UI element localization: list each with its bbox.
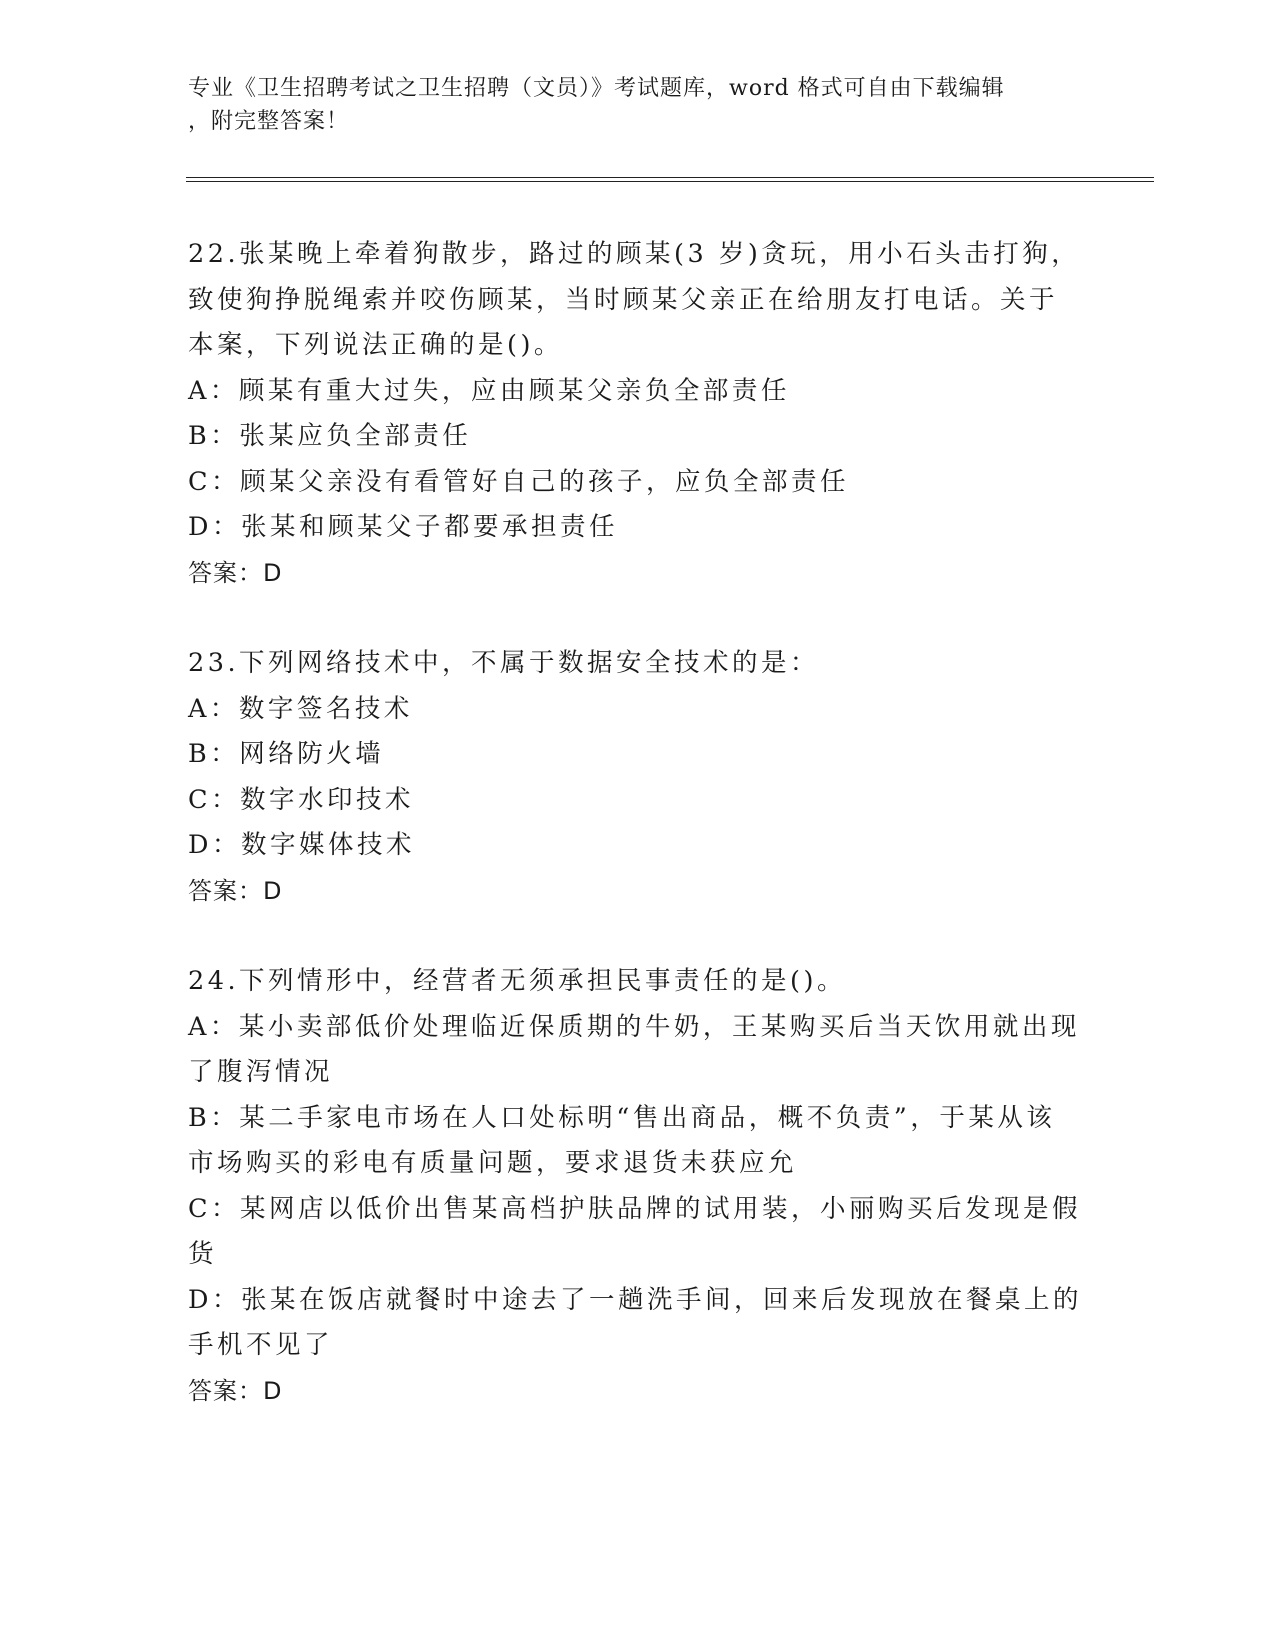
answer-option-line: C：数字水印技术	[188, 784, 415, 815]
answer-option-line: B：张某应负全部责任	[188, 421, 472, 451]
header-line-1: 专业《卫生招聘考试之卫生招聘（文员）》考试题库，word 格式可自由下载编辑	[188, 76, 1005, 101]
answer-option-line: 手机不见了	[188, 1330, 334, 1360]
answer-option-line: A：某小卖部低价处理临近保质期的牛奶，王某购买后当天饮用就出现	[188, 1011, 1080, 1042]
answer-option-line: D：张某和顾某父子都要承担责任	[188, 512, 618, 542]
answer-option-line: C：顾某父亲没有看管好自己的孩子，应负全部责任	[188, 466, 850, 497]
answer-option-line: B：某二手家电市场在人口处标明“售出商品，概不负责”，于某从该	[188, 1102, 1056, 1133]
question-block	[188, 232, 1088, 596]
question-stem-line: 本案，下列说法正确的是()。	[188, 330, 563, 360]
answer-option-line: C：某网店以低价出售某高档护肤品牌的试用装，小丽购买后发现是假	[188, 1193, 1082, 1224]
answer-option-line: 了腹泻情况	[188, 1057, 334, 1087]
answer-option-line: A：数字签名技术	[188, 693, 413, 724]
question-block	[188, 959, 1088, 1414]
question-block	[188, 641, 1088, 914]
question-stem-line: 22.张某晚上牵着狗散步，路过的顾某(3 岁)贪玩，用小石头击打狗，	[188, 239, 1081, 269]
answer-option-line: D：数字媒体技术	[188, 830, 415, 860]
document-header	[188, 72, 1088, 138]
answer-option-line: D：张某在饭店就餐时中途去了一趟洗手间，回来后发现放在餐桌上的	[188, 1284, 1082, 1315]
question-list	[188, 232, 1088, 1459]
question-stem-line: 23.下列网络技术中，不属于数据安全技术的是：	[188, 648, 820, 678]
correct-answer: 答案：D	[188, 1376, 283, 1405]
header-line-2: ，附完整答案！	[188, 109, 350, 134]
correct-answer: 答案：D	[188, 876, 283, 905]
correct-answer: 答案：D	[188, 558, 283, 587]
answer-option-line: B：网络防火墙	[188, 739, 385, 769]
answer-option-line: 货	[188, 1239, 218, 1269]
question-stem-line: 24.下列情形中，经营者无须承担民事责任的是()。	[188, 966, 846, 996]
header-divider	[186, 177, 1154, 182]
answer-option-line: A：顾某有重大过失，应由顾某父亲负全部责任	[188, 375, 790, 406]
question-stem-line: 致使狗挣脱绳索并咬伤顾某，当时顾某父亲正在给朋友打电话。关于	[188, 284, 1059, 315]
answer-option-line: 市场购买的彩电有质量问题，要求退货未获应允	[188, 1148, 798, 1178]
